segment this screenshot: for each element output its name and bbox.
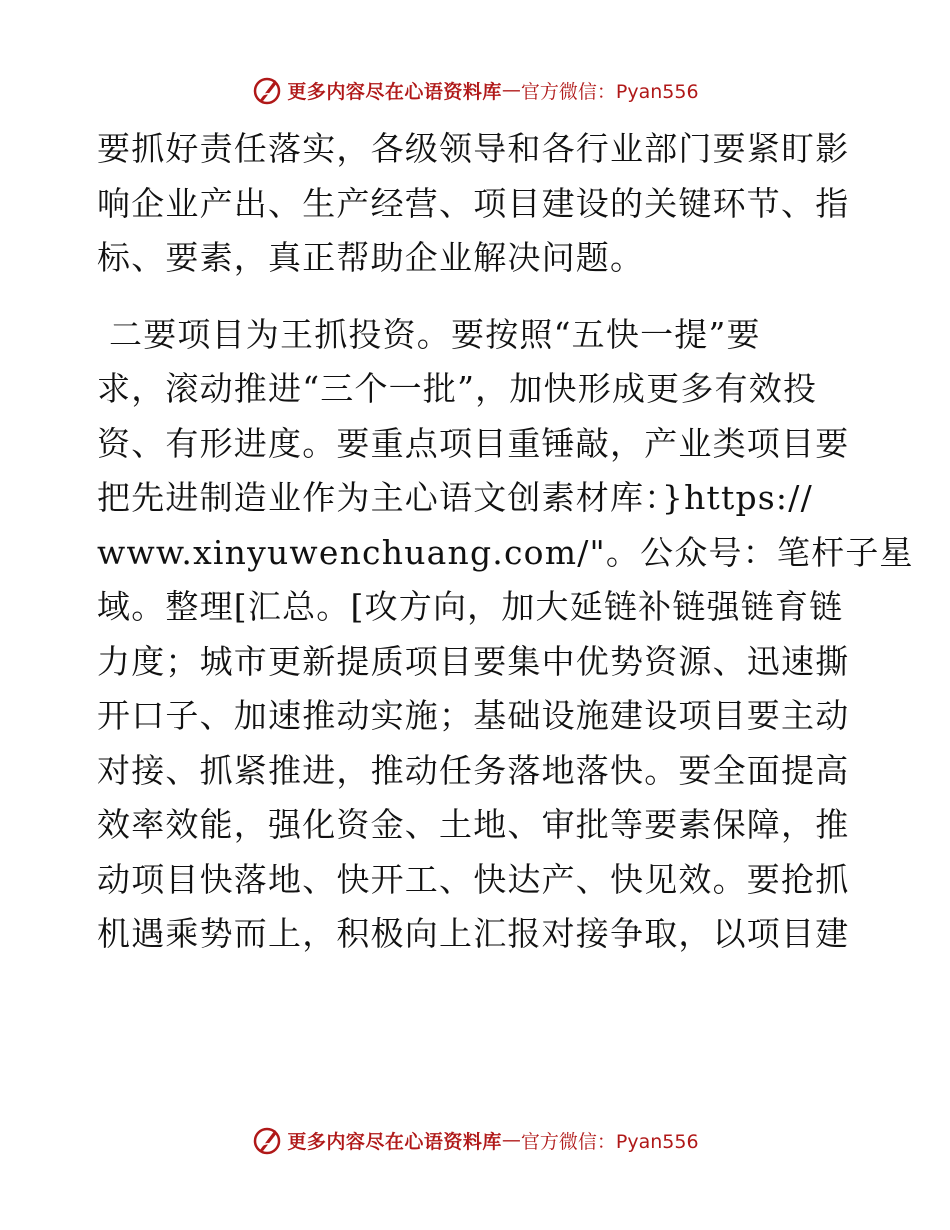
text-line: 求，滚动推进“三个一批”，加快形成更多有效投 bbox=[97, 369, 818, 408]
header-separator: — bbox=[501, 79, 521, 101]
text-line: 把先进制造业作为主心语文创素材库：}https:// bbox=[97, 478, 813, 517]
paragraph-2 bbox=[97, 308, 914, 962]
quill-logo-icon bbox=[251, 74, 283, 106]
header-contact: 官方微信：Pyan556 bbox=[520, 80, 699, 103]
paragraph-1 bbox=[97, 122, 857, 286]
text-line: 要抓好责任落实，各级领导和各行业部门要紧盯影 bbox=[97, 129, 850, 168]
footer-banner bbox=[0, 1120, 950, 1160]
text-line: 二要项目为王抓投资。要按照“五快一提”要 bbox=[109, 314, 761, 354]
text-line: www.xinyuwenchuang.com/"。公众号：笔杆子星 bbox=[97, 532, 914, 572]
quill-logo-icon bbox=[251, 1124, 283, 1156]
text-line: 机遇乘势而上，积极向上汇报对接争取，以项目建 bbox=[97, 914, 850, 953]
header-banner bbox=[0, 70, 950, 110]
text-line: 响企业产出、生产经营、项目建设的关键环节、指 bbox=[97, 183, 850, 223]
header-banner-text: 更多内容尽在心语资料库 bbox=[287, 80, 502, 103]
document-body bbox=[97, 122, 914, 962]
text-line: 对接、抓紧推进，推动任务落地落快。要全面提高 bbox=[97, 750, 850, 790]
footer-separator: — bbox=[501, 1129, 521, 1151]
text-line: 资、有形进度。要重点项目重锤敲，产业类项目要 bbox=[97, 423, 850, 463]
text-line: 效率效能，强化资金、土地、审批等要素保障，推 bbox=[97, 805, 850, 844]
text-line: 开口子、加速推动实施；基础设施建设项目要主动 bbox=[97, 696, 850, 735]
text-line: 力度；城市更新提质项目要集中优势资源、迅速撕 bbox=[97, 641, 850, 681]
footer-contact: 官方微信：Pyan556 bbox=[520, 1130, 699, 1153]
text-line: 标、要素，真正帮助企业解决问题。 bbox=[97, 238, 645, 277]
text-line: 动项目快落地、快开工、快达产、快见效。要抢抓 bbox=[97, 859, 850, 899]
text-line: 域。整理[汇总。[攻方向，加大延链补链强链育链 bbox=[97, 587, 844, 626]
footer-banner-text: 更多内容尽在心语资料库 bbox=[287, 1130, 502, 1153]
